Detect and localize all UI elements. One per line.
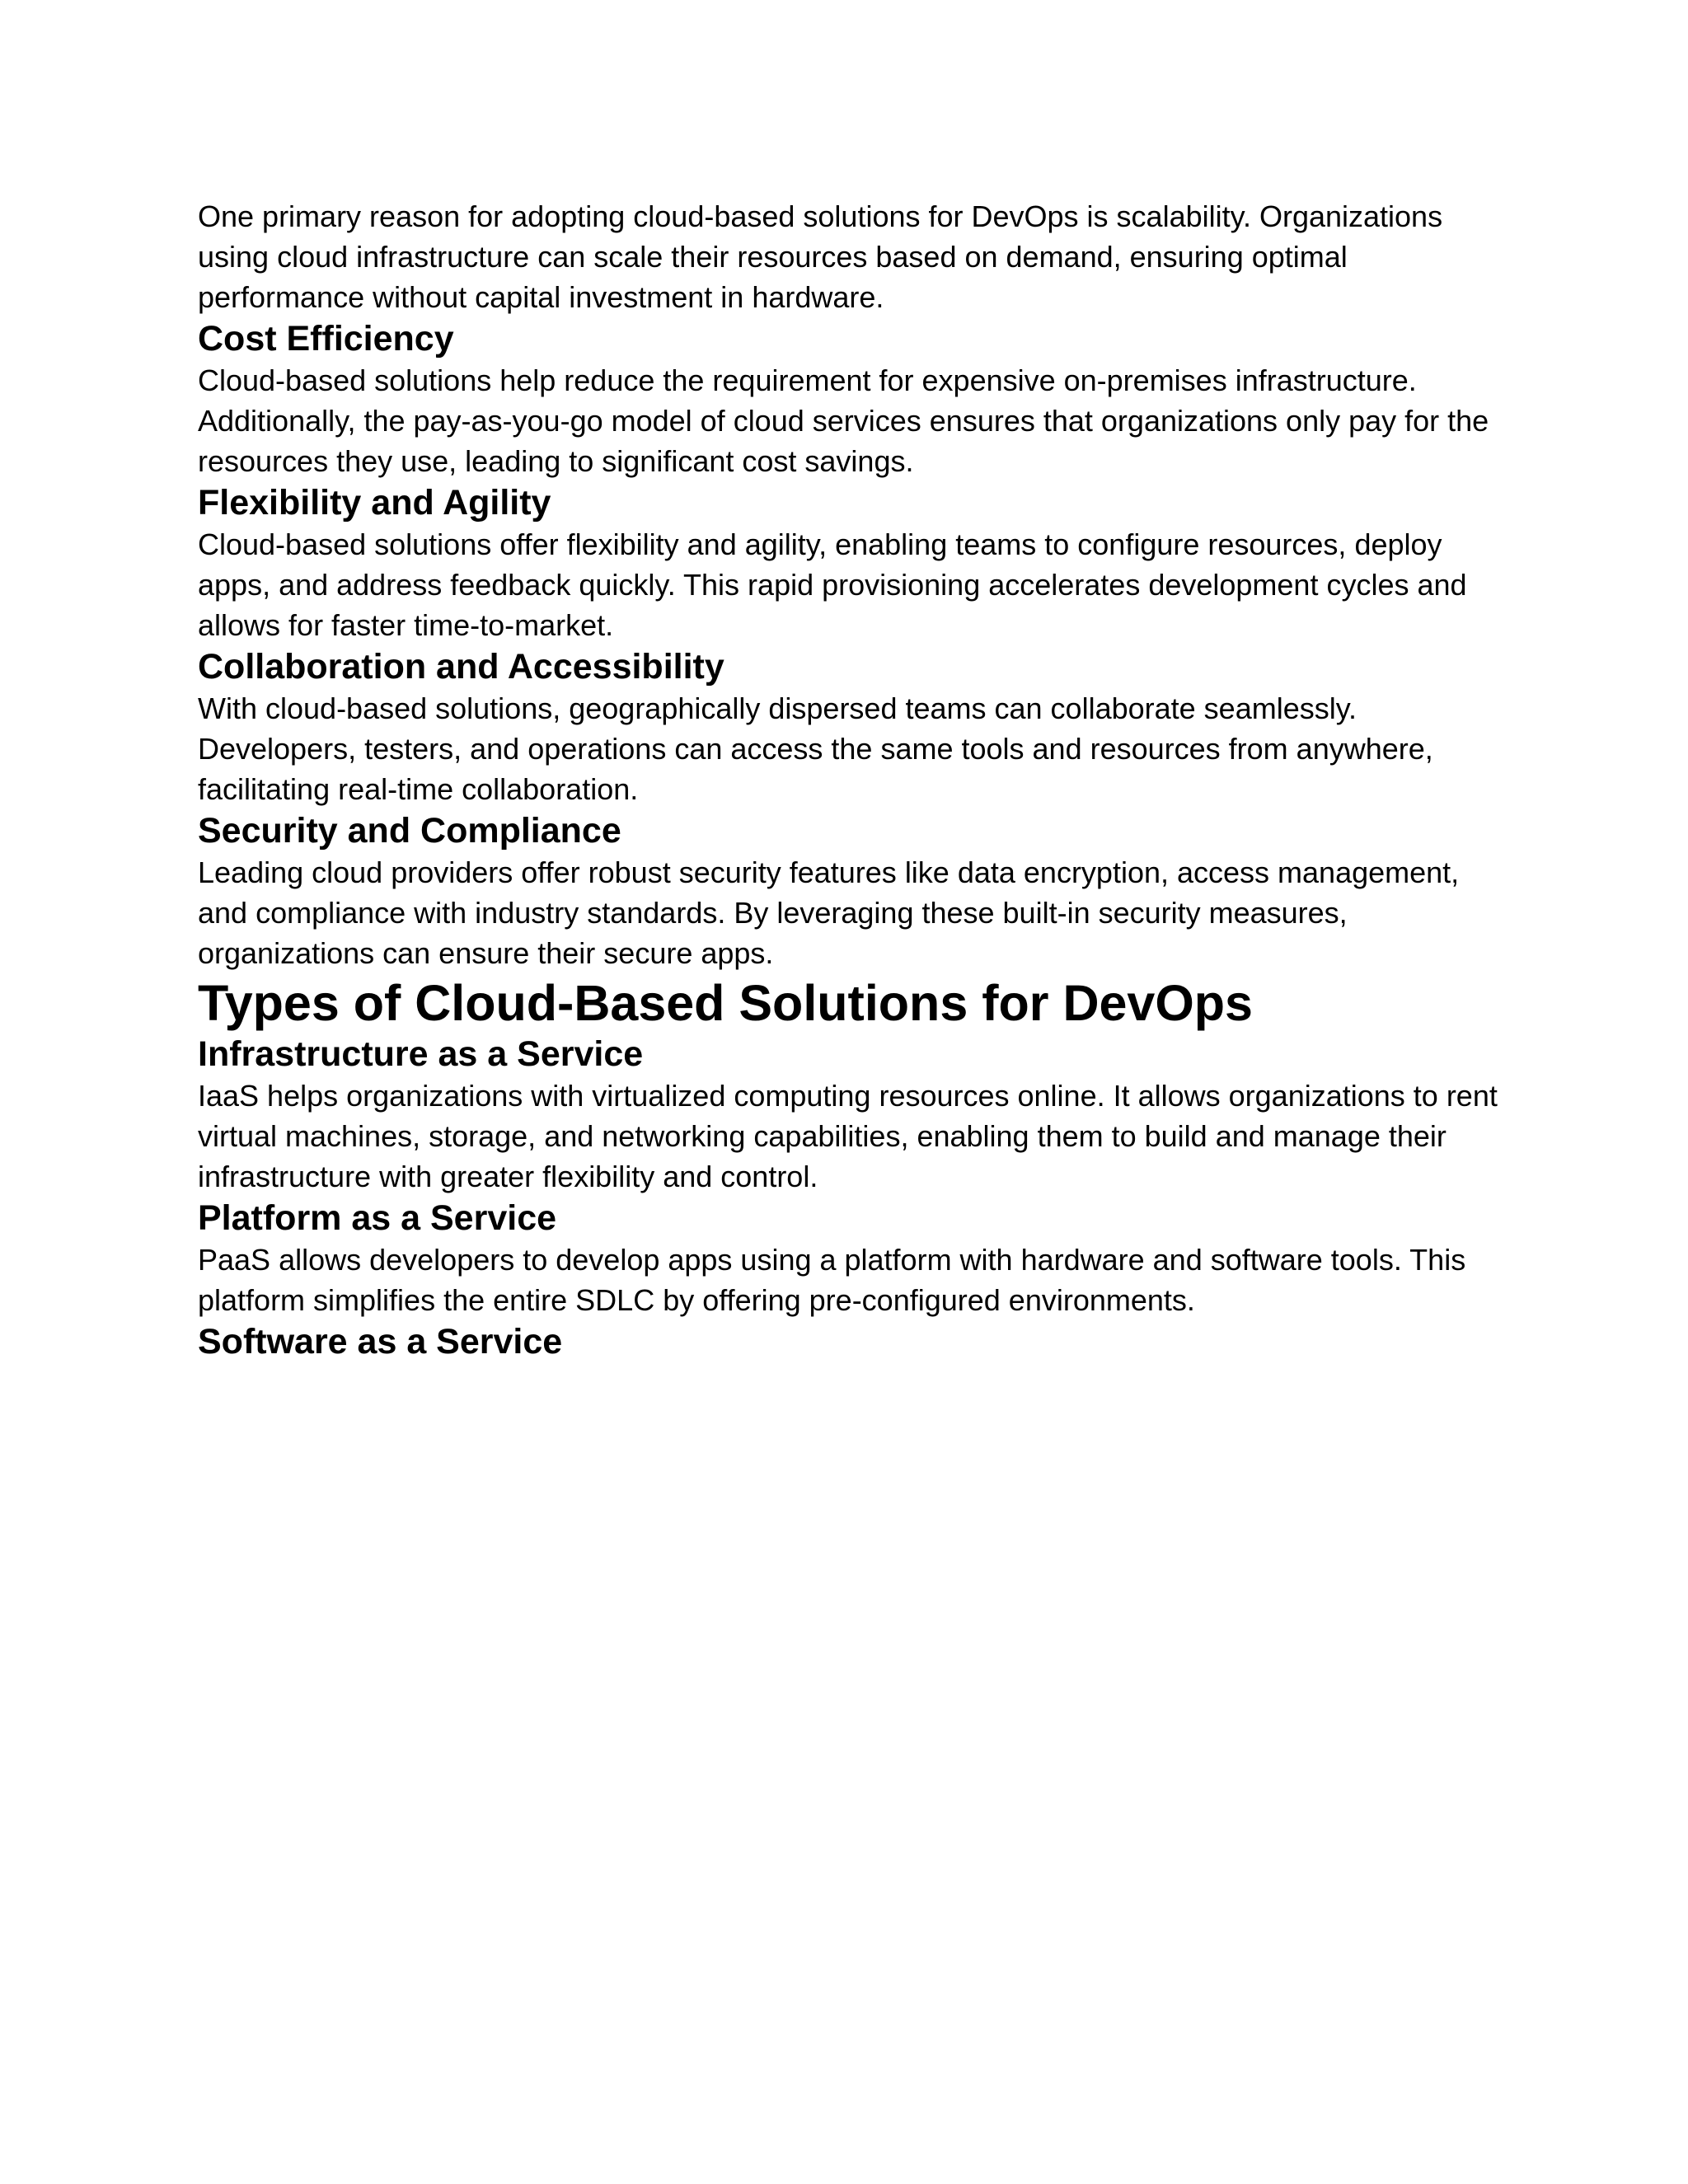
paragraph-iaas: IaaS helps organizations with virtualized computing resources online. It allows organizations to rent virtual machines, storage, and networking capabilities, enabling them to build and manage their infrastructure with greater flexibility and control. — [198, 1079, 1498, 1193]
heading-security-compliance: Security and Compliance — [198, 811, 621, 851]
section-heading-types: Types of Cloud-Based Solutions for DevOps — [198, 975, 1253, 1031]
intro-paragraph: One primary reason for adopting cloud-based solutions for DevOps is scalability. Organizations using cloud infrastructure can scale their resources based on demand, ensuring optimal performance without capital investment in hardware. — [198, 199, 1443, 314]
heading-iaas: Infrastructure as a Service — [198, 1034, 644, 1074]
paragraph-cost-efficiency: Cloud-based solutions help reduce the requirement for expensive on-premises infrastructure. Additionally, the pay-as-you-go model of cloud services ensures that organizations only pay for the resources they use, leading to significant cost savings. — [198, 363, 1489, 478]
heading-flexibility-agility: Flexibility and Agility — [198, 483, 551, 523]
document-content — [198, 196, 1508, 1363]
heading-cost-efficiency: Cost Efficiency — [198, 319, 454, 359]
heading-paas: Platform as a Service — [198, 1198, 557, 1238]
paragraph-flexibility-agility: Cloud-based solutions offer flexibility and agility, enabling teams to configure resources, deploy apps, and address feedback quickly. This rapid provisioning accelerates development cycles and allows for faster time-to-market. — [198, 527, 1467, 642]
paragraph-security-compliance: Leading cloud providers offer robust security features like data encryption, access management, and compliance with industry standards. By leveraging these built-in security measures, organizations can ensure their secure apps. — [198, 855, 1460, 970]
heading-saas: Software as a Service — [198, 1322, 563, 1361]
heading-collaboration-accessibility: Collaboration and Accessibility — [198, 647, 724, 687]
paragraph-collaboration-accessibility: With cloud-based solutions, geographically dispersed teams can collaborate seamlessly. Developers, testers, and operations can access the same tools and resources from anywhere, facilitating real-time collaboration. — [198, 691, 1433, 806]
paragraph-paas: PaaS allows developers to develop apps using a platform with hardware and software tools. This platform simplifies the entire SDLC by offering pre-configured environments. — [198, 1243, 1466, 1317]
